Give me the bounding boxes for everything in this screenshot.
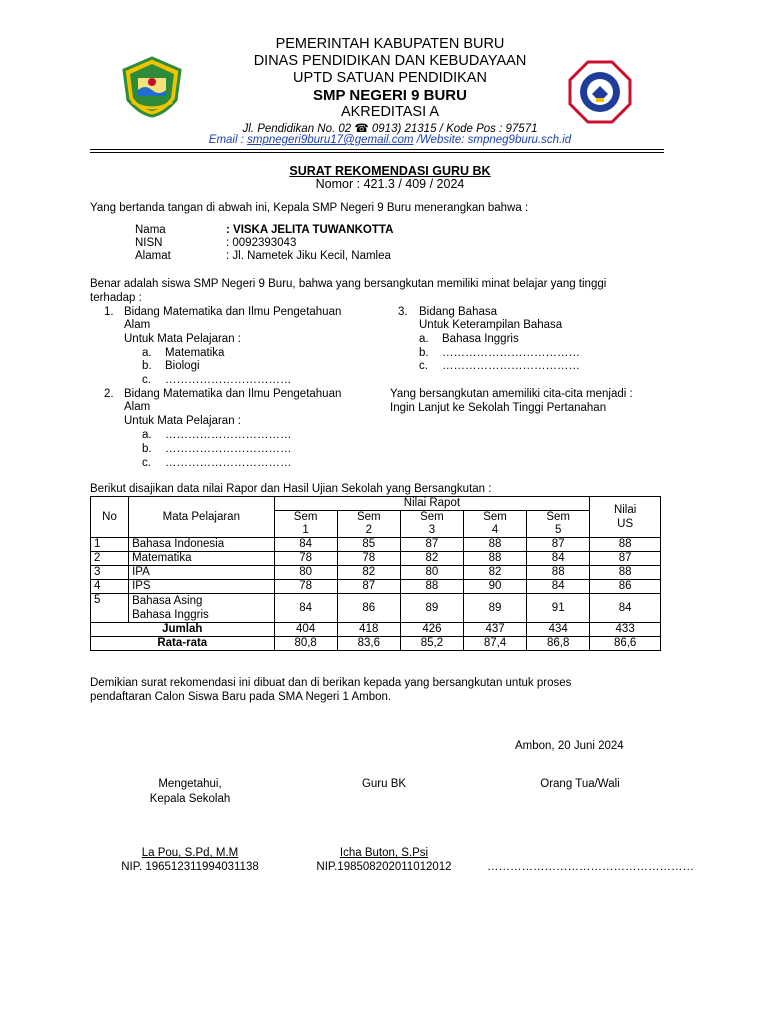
- interest2-item-value: ……………………………: [165, 429, 292, 441]
- sem-label: Sem: [483, 511, 507, 523]
- accreditation: AKREDITASI A: [340, 104, 440, 120]
- row-value: 84: [590, 594, 661, 623]
- table-header-row: [91, 497, 661, 511]
- table-average-row: [91, 637, 661, 651]
- row-value: 86: [337, 594, 400, 623]
- interest3-item-key: a.: [419, 333, 429, 345]
- table-intro: Berikut disajikan data nilai Rapor dan Hasil Ujian Sekolah yang Bersangkutan :: [90, 483, 492, 495]
- statement-line2: terhadap :: [90, 292, 142, 304]
- total-value: 404: [274, 623, 337, 637]
- aspiration-line2: Ingin Lanjut ke Sekolah Tinggi Pertanahan: [390, 402, 607, 414]
- head-role-line2: Kepala Sekolah: [149, 793, 231, 805]
- row-value: 82: [400, 552, 463, 566]
- sem-label: Sem: [420, 511, 444, 523]
- total-value: 437: [463, 623, 526, 637]
- row-subject: IPS: [129, 580, 275, 594]
- average-value: 83,6: [337, 637, 400, 651]
- interest3-title: Bidang Bahasa: [419, 306, 498, 318]
- grades-table: [90, 496, 661, 651]
- website-text: /Website: smpneg9buru.sch.id: [413, 134, 572, 146]
- interest3-item-key: b.: [419, 347, 429, 359]
- parent-role: Orang Tua/Wali: [540, 778, 620, 790]
- header-us-line1: Nilai: [613, 504, 637, 516]
- sem-number: 5: [554, 524, 562, 536]
- row-no: 3: [91, 566, 129, 580]
- school-name: SMP NEGERI 9 BURU: [313, 87, 467, 104]
- interest3-sub: Untuk Keterampilan Bahasa: [419, 319, 563, 331]
- sem-number: 4: [491, 524, 499, 536]
- header-divider: [90, 149, 664, 153]
- sem-label: Sem: [546, 511, 571, 523]
- interest2-item-key: a.: [142, 429, 152, 441]
- row-subject: [129, 594, 275, 623]
- row-value: 88: [463, 552, 526, 566]
- row-no: 1: [91, 538, 129, 552]
- interest3-item-value: ………………………………: [442, 347, 580, 359]
- interest1-item-key: b.: [142, 360, 152, 372]
- row-value: 88: [400, 580, 463, 594]
- email-label: Email :: [208, 134, 244, 146]
- row-value: 89: [400, 594, 463, 623]
- interest2-item-value: ……………………………: [165, 457, 292, 469]
- average-value: 86,6: [590, 637, 661, 651]
- row-value: 82: [337, 566, 400, 580]
- head-nip: NIP. 196512311994031138: [121, 861, 259, 873]
- total-value: 418: [337, 623, 400, 637]
- interest1-item-value: Biologi: [165, 360, 200, 372]
- average-value: 87,4: [463, 637, 526, 651]
- row-value: 89: [463, 594, 526, 623]
- interest2-title1: Bidang Matematika dan Ilmu Pengetahuan: [124, 388, 342, 400]
- field-label-alamat: Alamat: [135, 250, 171, 262]
- parent-signature-line: ………………………………………………: [487, 861, 694, 873]
- table-total-row: [91, 623, 661, 637]
- intro-text: Yang bertanda tangan di abwah ini, Kepala SMP Negeri 9 Buru menerangkan bahwa :: [90, 202, 529, 214]
- header-us-line2: US: [617, 518, 634, 530]
- aspiration-line1: Yang bersangkutan amemiliki cita-cita menjadi :: [390, 388, 633, 400]
- row-subject: Bahasa Indonesia: [129, 538, 275, 552]
- row-value: 90: [463, 580, 526, 594]
- row-value: 88: [590, 566, 661, 580]
- field-label-nisn: NISN: [135, 237, 163, 249]
- field-label-nama: Nama: [135, 224, 166, 236]
- govt-line: PEMERINTAH KABUPATEN BURU: [275, 36, 505, 52]
- row-value: 91: [527, 594, 590, 623]
- field-value-alamat: : Jl. Nametek Jiku Kecil, Namlea: [226, 250, 391, 262]
- header-rapot: Nilai Rapot: [274, 497, 590, 511]
- interest1-item-value: ……………………………: [165, 374, 292, 386]
- table-row: [91, 538, 661, 552]
- sem-number: 1: [302, 524, 309, 536]
- letter-number: Nomor : 421.3 / 409 / 2024: [315, 177, 465, 191]
- table-row: [91, 552, 661, 566]
- head-name: La Pou, S.Pd, M.M: [141, 847, 239, 859]
- interest1-item-key: a.: [142, 347, 152, 359]
- total-value: 433: [590, 623, 661, 637]
- head-role-line1: Mengetahui,: [158, 778, 222, 790]
- header-sem: [337, 511, 400, 538]
- table-row: [91, 566, 661, 580]
- row-value: 88: [527, 566, 590, 580]
- bk-name: Icha Buton, S.Psi: [339, 847, 429, 859]
- header-no: No: [91, 497, 129, 538]
- row-no: 5: [91, 594, 129, 623]
- total-value: 426: [400, 623, 463, 637]
- row-value: 87: [400, 538, 463, 552]
- total-value: 434: [527, 623, 590, 637]
- field-value-nisn: : 0092393043: [226, 237, 297, 249]
- row-value: 78: [274, 552, 337, 566]
- table-row: [91, 580, 661, 594]
- row-value: 87: [527, 538, 590, 552]
- header-sem: [463, 511, 526, 538]
- row-subject: Matematika: [129, 552, 275, 566]
- sem-label: Sem: [356, 511, 381, 523]
- uptd-line: UPTD SATUAN PENDIDIKAN: [293, 70, 487, 86]
- row-subject-line2: Bahasa Inggris: [132, 609, 209, 621]
- row-value: 82: [463, 566, 526, 580]
- closing-line2: pendaftaran Calon Siswa Baru pada SMA Negeri 1 Ambon.: [90, 691, 392, 703]
- row-subject-line1: Bahasa Asing: [132, 595, 203, 607]
- bk-role: Guru BK: [361, 778, 407, 790]
- row-subject: IPA: [129, 566, 275, 580]
- row-value: 78: [337, 552, 400, 566]
- average-label: Rata-rata: [91, 637, 275, 651]
- place-date: Ambon, 20 Juni 2024: [515, 740, 624, 752]
- address-line: Jl. Pendidikan No. 02 ☎ 0913) 21315 / Kode Pos : 97571: [242, 123, 538, 135]
- row-value: 84: [527, 552, 590, 566]
- interest3-item-value: ………………………………: [442, 360, 580, 372]
- total-label: Jumlah: [91, 623, 275, 637]
- sem-number: 2: [365, 524, 372, 536]
- row-value: 88: [463, 538, 526, 552]
- row-no: 2: [91, 552, 129, 566]
- average-value: 85,2: [400, 637, 463, 651]
- interest2-sub: Untuk Mata Pelajaran :: [124, 415, 241, 427]
- row-value: 85: [337, 538, 400, 552]
- statement-line1: Benar adalah siswa SMP Negeri 9 Buru, bahwa yang bersangkutan memiliki minat belajar yang tinggi: [90, 278, 607, 290]
- row-value: 78: [274, 580, 337, 594]
- interest1-num: 1.: [104, 306, 114, 318]
- row-value: 87: [337, 580, 400, 594]
- interest2-item-value: ……………………………: [165, 443, 292, 455]
- interest1-item-key: c.: [142, 374, 151, 386]
- letter-title: SURAT REKOMENDASI GURU BK: [289, 164, 491, 178]
- interest1-item-value: Matematika: [165, 347, 225, 359]
- row-no: 4: [91, 580, 129, 594]
- interest1-sub: Untuk Mata Pelajaran :: [124, 333, 241, 345]
- sem-label: Sem: [293, 511, 318, 523]
- table-row: [91, 594, 661, 623]
- header-us: [590, 497, 661, 538]
- bk-nip: NIP.198508202011012012: [316, 861, 452, 873]
- interest1-title2: Alam: [124, 319, 151, 331]
- interest3-item-key: c.: [419, 360, 428, 372]
- interest2-item-key: c.: [142, 457, 151, 469]
- row-value: 88: [590, 538, 661, 552]
- row-value: 84: [274, 594, 337, 623]
- header-sem: [400, 511, 463, 538]
- interest1-title1: Bidang Matematika dan Ilmu Pengetahuan: [124, 306, 342, 318]
- sem-number: 3: [428, 524, 436, 536]
- header-sem: [274, 511, 337, 538]
- header-subject: Mata Pelajaran: [129, 497, 275, 538]
- row-value: 80: [400, 566, 463, 580]
- row-value: 84: [274, 538, 337, 552]
- closing-line1: Demikian surat rekomendasi ini dibuat dan di berikan kepada yang bersangkutan untuk proses: [90, 677, 572, 689]
- field-value-nama: : VISKA JELITA TUWANKOTTA: [226, 224, 394, 236]
- interest2-item-key: b.: [142, 443, 152, 455]
- email-link[interactable]: smpnegeri9buru17@gemail.com: [247, 134, 414, 146]
- row-value: 80: [274, 566, 337, 580]
- row-value: 86: [590, 580, 661, 594]
- interest3-item-value: Bahasa Inggris: [442, 333, 519, 345]
- header-sem: [527, 511, 590, 538]
- contact-line: [150, 134, 630, 146]
- row-value: 84: [527, 580, 590, 594]
- interest2-title2: Alam: [124, 401, 151, 413]
- interest2-num: 2.: [104, 388, 114, 400]
- row-value: 87: [590, 552, 661, 566]
- department-line: DINAS PENDIDIKAN DAN KEBUDAYAAN: [253, 53, 527, 69]
- average-value: 86,8: [527, 637, 590, 651]
- average-value: 80,8: [274, 637, 337, 651]
- interest3-num: 3.: [398, 306, 408, 318]
